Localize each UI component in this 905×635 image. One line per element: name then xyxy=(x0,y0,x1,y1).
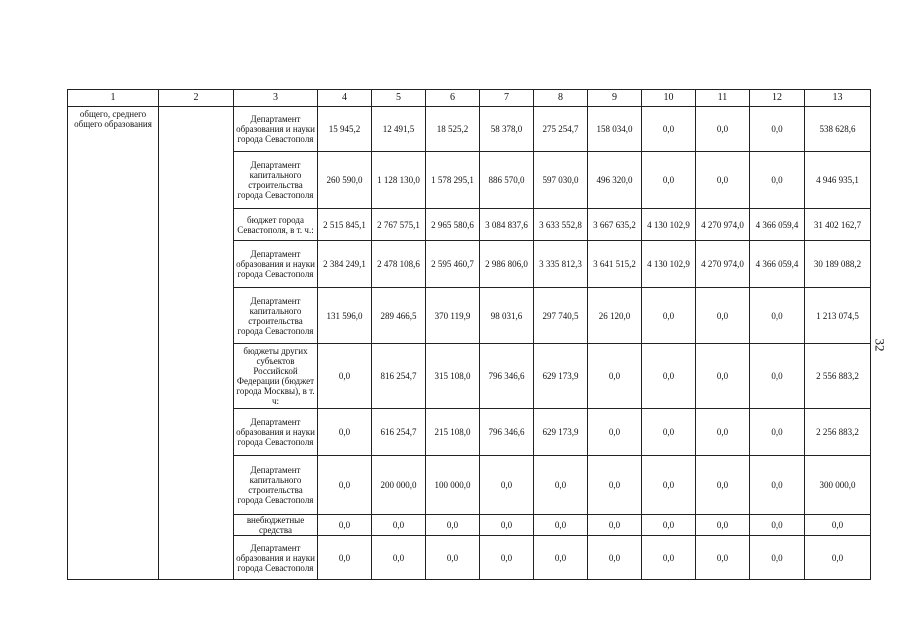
value-cell: 0,0 xyxy=(696,288,750,344)
value-cell: 0,0 xyxy=(480,456,534,515)
row-label: Департамент образования и науки города Севастополя xyxy=(234,536,318,580)
empty-cell xyxy=(159,107,234,580)
value-cell: 4 270 974,0 xyxy=(696,209,750,241)
value-cell: 1 128 130,0 xyxy=(372,152,426,209)
value-cell: 0,0 xyxy=(642,107,696,152)
value-cell: 2 515 845,1 xyxy=(318,209,372,241)
value-cell: 629 173,9 xyxy=(534,344,588,409)
value-cell: 215 108,0 xyxy=(426,409,480,456)
page-number: 32 xyxy=(872,338,888,352)
value-cell: 0,0 xyxy=(588,409,642,456)
value-cell: 0,0 xyxy=(318,344,372,409)
value-cell: 0,0 xyxy=(642,288,696,344)
value-cell: 3 335 812,3 xyxy=(534,241,588,288)
value-cell: 2 986 806,0 xyxy=(480,241,534,288)
value-cell: 0,0 xyxy=(750,536,805,580)
value-cell: 2 595 460,7 xyxy=(426,241,480,288)
value-cell: 0,0 xyxy=(534,515,588,536)
value-cell: 18 525,2 xyxy=(426,107,480,152)
value-cell: 4 270 974,0 xyxy=(696,241,750,288)
value-cell: 629 173,9 xyxy=(534,409,588,456)
value-cell: 0,0 xyxy=(534,536,588,580)
value-cell: 0,0 xyxy=(696,152,750,209)
value-cell: 3 641 515,2 xyxy=(588,241,642,288)
value-cell: 0,0 xyxy=(750,344,805,409)
value-cell: 100 000,0 xyxy=(426,456,480,515)
column-header: 3 xyxy=(234,90,318,107)
value-cell: 4 130 102,9 xyxy=(642,209,696,241)
column-header: 6 xyxy=(426,90,480,107)
value-cell: 0,0 xyxy=(318,456,372,515)
value-cell: 0,0 xyxy=(696,344,750,409)
value-cell: 0,0 xyxy=(426,536,480,580)
column-header: 11 xyxy=(696,90,750,107)
value-cell: 58 378,0 xyxy=(480,107,534,152)
value-cell: 30 189 088,2 xyxy=(805,241,871,288)
column-header: 4 xyxy=(318,90,372,107)
value-cell: 0,0 xyxy=(750,515,805,536)
column-header: 7 xyxy=(480,90,534,107)
table-body xyxy=(68,90,871,580)
value-cell: 4 946 935,1 xyxy=(805,152,871,209)
value-cell: 200 000,0 xyxy=(372,456,426,515)
value-cell: 0,0 xyxy=(588,536,642,580)
value-cell: 538 628,6 xyxy=(805,107,871,152)
value-cell: 98 031,6 xyxy=(480,288,534,344)
value-cell: 260 590,0 xyxy=(318,152,372,209)
column-header: 9 xyxy=(588,90,642,107)
value-cell: 15 945,2 xyxy=(318,107,372,152)
value-cell: 297 740,5 xyxy=(534,288,588,344)
value-cell: 0,0 xyxy=(372,515,426,536)
value-cell: 2 965 580,6 xyxy=(426,209,480,241)
value-cell: 0,0 xyxy=(534,456,588,515)
section-label: общего, среднего общего образования xyxy=(68,107,159,580)
value-cell: 0,0 xyxy=(480,536,534,580)
row-label: Департамент капитального строительства города Севастополя xyxy=(234,456,318,515)
value-cell: 0,0 xyxy=(642,409,696,456)
value-cell: 0,0 xyxy=(805,515,871,536)
row-label: Департамент капитального строительства города Севастополя xyxy=(234,152,318,209)
value-cell: 0,0 xyxy=(318,536,372,580)
column-header: 12 xyxy=(750,90,805,107)
value-cell: 886 570,0 xyxy=(480,152,534,209)
value-cell: 0,0 xyxy=(588,515,642,536)
row-label: бюджеты других субъектов Российской Федерации (бюджет города Москвы), в т. ч: xyxy=(234,344,318,409)
value-cell: 0,0 xyxy=(750,107,805,152)
value-cell: 3 667 635,2 xyxy=(588,209,642,241)
value-cell: 370 119,9 xyxy=(426,288,480,344)
value-cell: 315 108,0 xyxy=(426,344,480,409)
value-cell: 158 034,0 xyxy=(588,107,642,152)
value-cell: 0,0 xyxy=(750,409,805,456)
table-row xyxy=(68,107,871,152)
column-header: 13 xyxy=(805,90,871,107)
value-cell: 0,0 xyxy=(805,536,871,580)
value-cell: 2 556 883,2 xyxy=(805,344,871,409)
row-label: Департамент капитального строительства города Севастополя xyxy=(234,288,318,344)
value-cell: 816 254,7 xyxy=(372,344,426,409)
value-cell: 0,0 xyxy=(318,515,372,536)
value-cell: 496 320,0 xyxy=(588,152,642,209)
value-cell: 4 366 059,4 xyxy=(750,241,805,288)
row-label: Департамент образования и науки города Севастополя xyxy=(234,409,318,456)
column-header-row xyxy=(68,90,871,107)
value-cell: 0,0 xyxy=(372,536,426,580)
value-cell: 0,0 xyxy=(642,515,696,536)
column-header: 10 xyxy=(642,90,696,107)
value-cell: 4 366 059,4 xyxy=(750,209,805,241)
value-cell: 0,0 xyxy=(696,536,750,580)
value-cell: 0,0 xyxy=(642,344,696,409)
value-cell: 4 130 102,9 xyxy=(642,241,696,288)
value-cell: 2 256 883,2 xyxy=(805,409,871,456)
value-cell: 0,0 xyxy=(426,515,480,536)
value-cell: 275 254,7 xyxy=(534,107,588,152)
value-cell: 0,0 xyxy=(696,515,750,536)
value-cell: 0,0 xyxy=(696,409,750,456)
value-cell: 0,0 xyxy=(642,456,696,515)
value-cell: 2 767 575,1 xyxy=(372,209,426,241)
value-cell: 31 402 162,7 xyxy=(805,209,871,241)
value-cell: 1 578 295,1 xyxy=(426,152,480,209)
value-cell: 0,0 xyxy=(588,456,642,515)
value-cell: 2 384 249,1 xyxy=(318,241,372,288)
value-cell: 2 478 108,6 xyxy=(372,241,426,288)
value-cell: 0,0 xyxy=(750,456,805,515)
column-header: 5 xyxy=(372,90,426,107)
value-cell: 796 346,6 xyxy=(480,344,534,409)
value-cell: 0,0 xyxy=(750,288,805,344)
value-cell: 0,0 xyxy=(642,536,696,580)
row-label: бюджет города Севастополя, в т. ч.: xyxy=(234,209,318,241)
value-cell: 1 213 074,5 xyxy=(805,288,871,344)
value-cell: 0,0 xyxy=(480,515,534,536)
value-cell: 289 466,5 xyxy=(372,288,426,344)
value-cell: 300 000,0 xyxy=(805,456,871,515)
row-label: внебюджетные средства xyxy=(234,515,318,536)
value-cell: 12 491,5 xyxy=(372,107,426,152)
value-cell: 0,0 xyxy=(588,344,642,409)
value-cell: 0,0 xyxy=(318,409,372,456)
budget-table xyxy=(67,89,871,580)
value-cell: 3 084 837,6 xyxy=(480,209,534,241)
value-cell: 616 254,7 xyxy=(372,409,426,456)
value-cell: 0,0 xyxy=(696,107,750,152)
value-cell: 131 596,0 xyxy=(318,288,372,344)
column-header: 1 xyxy=(68,90,159,107)
value-cell: 26 120,0 xyxy=(588,288,642,344)
value-cell: 0,0 xyxy=(642,152,696,209)
column-header: 2 xyxy=(159,90,234,107)
row-label: Департамент образования и науки города Севастополя xyxy=(234,107,318,152)
row-label: Департамент образования и науки города Севастополя xyxy=(234,241,318,288)
value-cell: 0,0 xyxy=(750,152,805,209)
column-header: 8 xyxy=(534,90,588,107)
value-cell: 796 346,6 xyxy=(480,409,534,456)
value-cell: 597 030,0 xyxy=(534,152,588,209)
value-cell: 3 633 552,8 xyxy=(534,209,588,241)
value-cell: 0,0 xyxy=(696,456,750,515)
